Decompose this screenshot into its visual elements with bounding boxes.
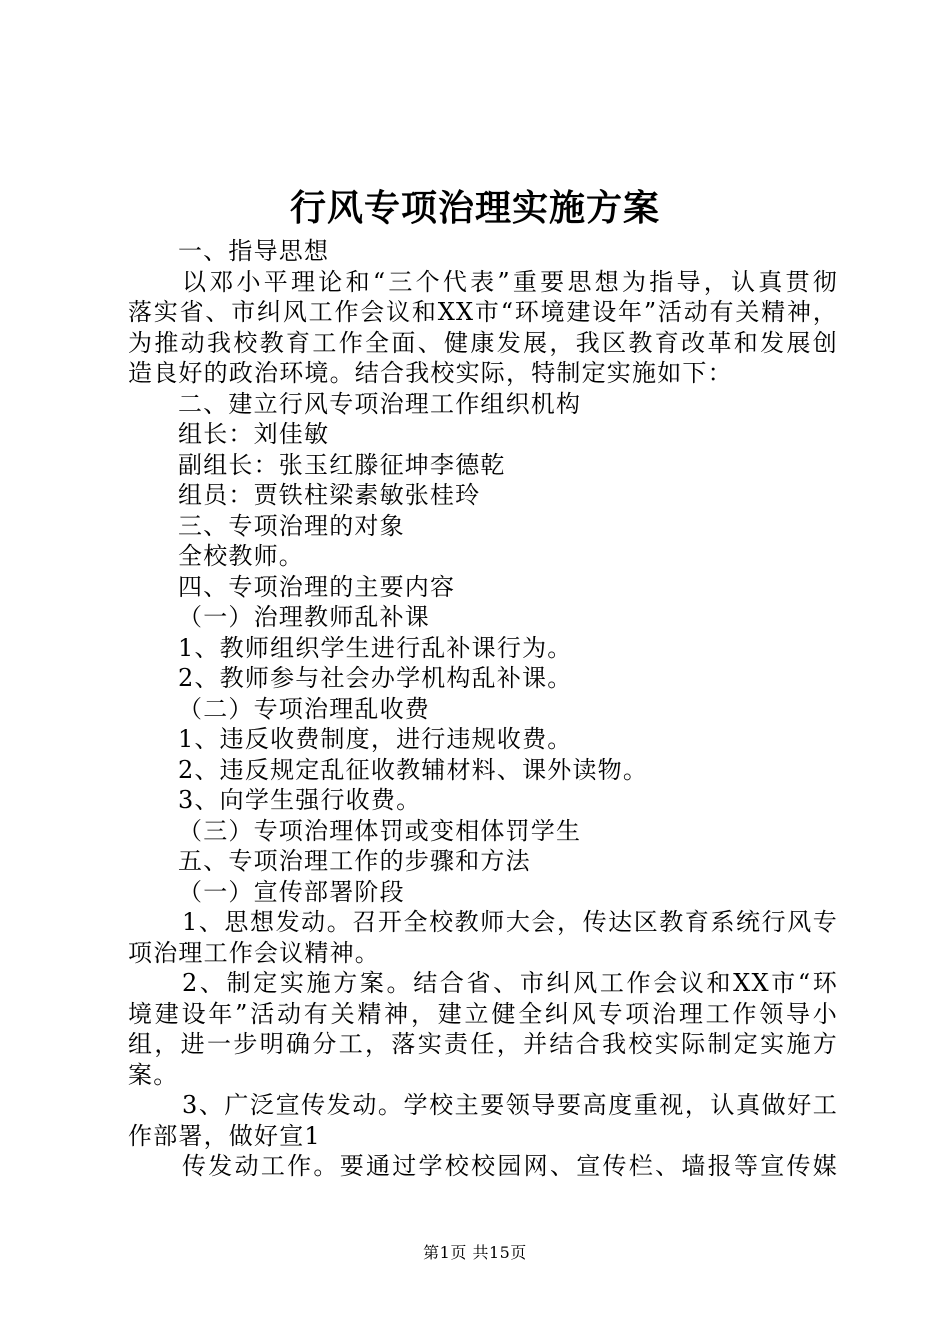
paragraph-line: 组长：刘佳敏	[178, 420, 330, 448]
list-item: 1、违反收费制度，进行违规收费。	[178, 725, 573, 753]
document-body	[128, 236, 838, 1182]
paragraph-line: 2、制定实施方案。结合省、市纠风工作会议和XX市“环	[182, 969, 838, 997]
paragraph-line: 3、广泛宣传发动。学校主要领导要高度重视，认真做好工	[182, 1091, 838, 1119]
section-heading: 二、建立行风专项治理工作组织机构	[178, 389, 582, 418]
paragraph-line: 副组长：张玉红滕征坤李德乾	[178, 450, 506, 479]
paragraph-line: 落实省、市纠风工作会议和XX市“环境建设年”活动有关精神，	[128, 298, 838, 326]
paragraph-line: 境建设年”活动有关精神，建立健全纠风专项治理工作领导小	[128, 999, 838, 1028]
section-heading: 四、专项治理的主要内容	[178, 572, 456, 601]
paragraph-line: 全校教师。	[178, 542, 304, 570]
paragraph-line: 传发动工作。要通过学校校园网、宣传栏、墙报等宣传媒	[182, 1152, 838, 1180]
paragraph-line: 组，进一步明确分工，落实责任，并结合我校实际制定实施方	[128, 1030, 838, 1058]
paragraph-line: 造良好的政治环境。结合我校实际，特制定实施如下：	[128, 359, 733, 387]
paragraph-line: 组员：贾铁柱梁素敏张桂玲	[178, 481, 481, 509]
paragraph-line: 项治理工作会议精神。	[128, 938, 380, 967]
document-title: 行风专项治理实施方案	[289, 187, 660, 229]
paragraph-line: 作部署，做好宣1	[128, 1121, 321, 1150]
paragraph-line: 以邓小平理论和“三个代表”重要思想为指导，认真贯彻	[182, 267, 838, 296]
section-heading: 三、专项治理的对象	[178, 511, 405, 540]
page-number-footer: 第1页 共15页	[423, 1243, 527, 1262]
paragraph-line: 为推动我校教育工作全面、健康发展，我区教育改革和发展创	[128, 328, 838, 357]
section-heading: 一、指导思想	[178, 237, 330, 265]
list-item: 2、教师参与社会办学机构乱补课。	[178, 664, 573, 692]
subsection-heading: （三）专项治理体罚或变相体罚学生	[178, 816, 582, 845]
section-heading: 五、专项治理工作的步骤和方法	[178, 847, 531, 875]
list-item: 1、教师组织学生进行乱补课行为。	[178, 633, 573, 662]
subsection-heading: （二）专项治理乱收费	[178, 694, 430, 723]
list-item: 3、向学生强行收费。	[178, 786, 422, 814]
subsection-heading: （一）宣传部署阶段	[178, 877, 405, 906]
subsection-heading: （一）治理教师乱补课	[178, 603, 430, 631]
paragraph-line: 案。	[128, 1060, 179, 1089]
list-item: 2、违反规定乱征收教辅材料、课外读物。	[178, 755, 649, 784]
paragraph-line: 1、思想发动。召开全校教师大会，传达区教育系统行风专	[182, 908, 838, 936]
